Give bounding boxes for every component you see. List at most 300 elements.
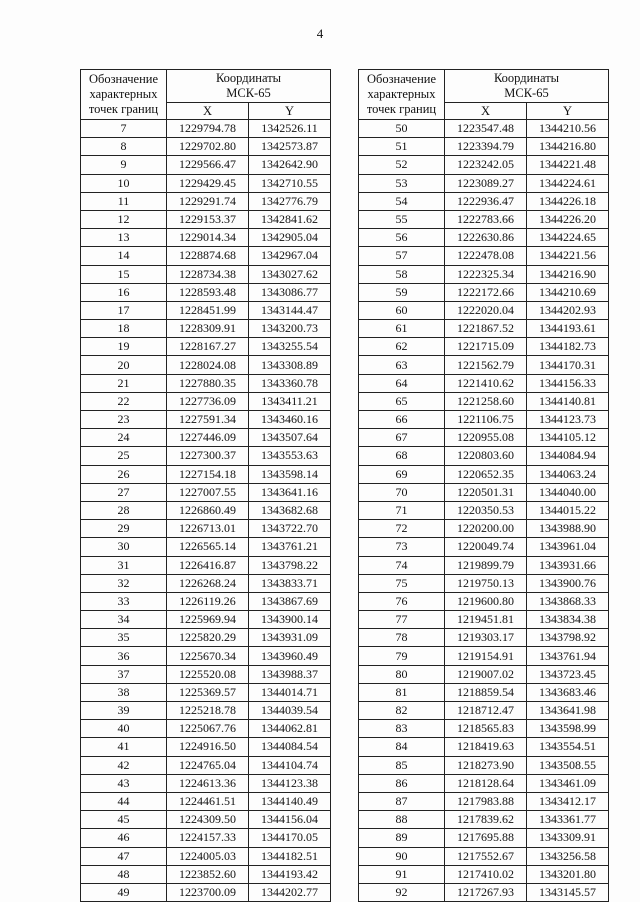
table-row: [81, 483, 331, 501]
table-row: [359, 811, 609, 829]
x-coordinate-cell: 1229153.37: [167, 210, 249, 228]
y-coordinate-cell: 1343553.63: [249, 447, 331, 465]
x-coordinate-cell: 1217983.88: [445, 792, 527, 810]
point-number-cell: 76: [359, 592, 445, 610]
table-row: [81, 411, 331, 429]
y-coordinate-cell: 1344182.51: [249, 847, 331, 865]
x-coordinate-cell: 1223089.27: [445, 174, 527, 192]
point-number-cell: 86: [359, 774, 445, 792]
y-coordinate-cell: 1344226.20: [527, 210, 609, 228]
coordinates-table-right: [358, 69, 609, 902]
x-coordinate-cell: 1224461.51: [167, 792, 249, 810]
point-number-cell: 35: [81, 629, 167, 647]
page-number: 4: [316, 26, 324, 41]
point-number-cell: 75: [359, 574, 445, 592]
y-coordinate-cell: 1344202.77: [249, 883, 331, 901]
point-number-cell: 33: [81, 592, 167, 610]
y-coordinate-cell: 1344014.71: [249, 683, 331, 701]
table-row: [81, 647, 331, 665]
y-coordinate-cell: 1343868.33: [527, 592, 609, 610]
x-coordinate-cell: 1220652.35: [445, 465, 527, 483]
x-coordinate-cell: 1225218.78: [167, 702, 249, 720]
x-coordinate-cell: 1219303.17: [445, 629, 527, 647]
y-coordinate-cell: 1343411.21: [249, 392, 331, 410]
table-row: [359, 411, 609, 429]
x-coordinate-cell: 1217695.88: [445, 829, 527, 847]
point-number-cell: 45: [81, 811, 167, 829]
point-label-line: точек границ: [366, 102, 437, 116]
table-row: [359, 738, 609, 756]
y-coordinate-cell: 1343201.80: [527, 865, 609, 883]
y-coordinate-cell: 1342776.79: [249, 192, 331, 210]
table-row: [359, 702, 609, 720]
table-row: [359, 483, 609, 501]
x-coordinate-cell: 1222936.47: [445, 192, 527, 210]
x-coordinate-cell: 1226713.01: [167, 520, 249, 538]
table-row: [81, 665, 331, 683]
y-coordinate-cell: 1344221.48: [527, 156, 609, 174]
point-number-cell: 92: [359, 883, 445, 901]
point-number-cell: 28: [81, 501, 167, 519]
y-coordinate-cell: 1343508.55: [527, 756, 609, 774]
x-coordinate-cell: 1229014.34: [167, 229, 249, 247]
table-row: [81, 592, 331, 610]
point-number-cell: 22: [81, 392, 167, 410]
y-coordinate-cell: 1343798.92: [527, 629, 609, 647]
x-column-header: X: [167, 103, 249, 120]
point-number-cell: 11: [81, 192, 167, 210]
y-coordinate-cell: 1343086.77: [249, 283, 331, 301]
x-coordinate-cell: 1222172.66: [445, 283, 527, 301]
table-row: [359, 520, 609, 538]
point-number-cell: 37: [81, 665, 167, 683]
y-coordinate-cell: 1343200.73: [249, 320, 331, 338]
point-number-cell: 8: [81, 138, 167, 156]
y-coordinate-cell: 1344224.61: [527, 174, 609, 192]
x-coordinate-cell: 1227300.37: [167, 447, 249, 465]
point-number-cell: 48: [81, 865, 167, 883]
x-coordinate-cell: 1218419.63: [445, 738, 527, 756]
y-coordinate-cell: 1344216.80: [527, 138, 609, 156]
table-row: [81, 338, 331, 356]
y-coordinate-cell: 1343931.66: [527, 556, 609, 574]
point-number-cell: 42: [81, 756, 167, 774]
table-row: [81, 702, 331, 720]
y-coordinate-cell: 1344063.24: [527, 465, 609, 483]
y-coordinate-cell: 1344039.54: [249, 702, 331, 720]
y-coordinate-cell: 1342526.11: [249, 120, 331, 138]
y-coordinate-cell: 1343460.16: [249, 411, 331, 429]
x-coordinate-cell: 1221258.60: [445, 392, 527, 410]
point-number-cell: 84: [359, 738, 445, 756]
point-number-cell: 66: [359, 411, 445, 429]
y-coordinate-cell: 1343900.14: [249, 611, 331, 629]
table-row: [359, 392, 609, 410]
point-number-cell: 71: [359, 501, 445, 519]
point-number-cell: 26: [81, 465, 167, 483]
point-number-cell: 31: [81, 556, 167, 574]
point-number-cell: 57: [359, 247, 445, 265]
y-coordinate-cell: 1342573.87: [249, 138, 331, 156]
table-row: [81, 120, 331, 138]
x-coordinate-cell: 1225969.94: [167, 611, 249, 629]
table-row: [359, 865, 609, 883]
point-number-cell: 25: [81, 447, 167, 465]
table-row: [359, 429, 609, 447]
point-number-cell: 55: [359, 210, 445, 228]
y-coordinate-cell: 1344221.56: [527, 247, 609, 265]
point-label-line: точек границ: [88, 102, 159, 116]
point-number-cell: 27: [81, 483, 167, 501]
point-number-cell: 67: [359, 429, 445, 447]
point-number-cell: 80: [359, 665, 445, 683]
y-coordinate-cell: 1343027.62: [249, 265, 331, 283]
table-row: [81, 392, 331, 410]
x-coordinate-cell: 1223394.79: [445, 138, 527, 156]
table-row: [359, 774, 609, 792]
point-number-cell: 58: [359, 265, 445, 283]
point-number-cell: 51: [359, 138, 445, 156]
point-number-cell: 60: [359, 301, 445, 319]
table-row: [359, 829, 609, 847]
y-coordinate-cell: 1343682.68: [249, 501, 331, 519]
y-coordinate-cell: 1344210.56: [527, 120, 609, 138]
x-coordinate-cell: 1228451.99: [167, 301, 249, 319]
table-row: [81, 156, 331, 174]
x-coordinate-cell: 1222783.66: [445, 210, 527, 228]
table-row: [359, 138, 609, 156]
y-coordinate-cell: 1343988.90: [527, 520, 609, 538]
table-row: [81, 574, 331, 592]
x-coordinate-cell: 1224005.03: [167, 847, 249, 865]
x-coordinate-cell: 1222478.08: [445, 247, 527, 265]
y-coordinate-cell: 1344156.33: [527, 374, 609, 392]
y-coordinate-cell: 1344123.38: [249, 774, 331, 792]
point-number-cell: 77: [359, 611, 445, 629]
point-number-cell: 89: [359, 829, 445, 847]
coordinates-header: [167, 70, 331, 103]
table-row: [81, 883, 331, 901]
point-number-cell: 30: [81, 538, 167, 556]
y-coordinate-cell: 1344015.22: [527, 501, 609, 519]
point-number-cell: 23: [81, 411, 167, 429]
point-number-cell: 85: [359, 756, 445, 774]
table-row: [81, 210, 331, 228]
y-coordinate-cell: 1342841.62: [249, 210, 331, 228]
x-coordinate-cell: 1224157.33: [167, 829, 249, 847]
coordinates-label: Координаты: [493, 71, 560, 85]
x-coordinate-cell: 1219154.91: [445, 647, 527, 665]
table-row: [81, 829, 331, 847]
table-row: [359, 683, 609, 701]
table-row: [359, 356, 609, 374]
x-coordinate-cell: 1219600.80: [445, 592, 527, 610]
y-coordinate-cell: 1342905.04: [249, 229, 331, 247]
x-coordinate-cell: 1218712.47: [445, 702, 527, 720]
x-coordinate-cell: 1221106.75: [445, 411, 527, 429]
x-column-header: X: [445, 103, 527, 120]
point-number-cell: 61: [359, 320, 445, 338]
x-coordinate-cell: 1220049.74: [445, 538, 527, 556]
point-number-cell: 43: [81, 774, 167, 792]
point-number-cell: 78: [359, 629, 445, 647]
x-coordinate-cell: 1217410.02: [445, 865, 527, 883]
y-coordinate-cell: 1343598.99: [527, 720, 609, 738]
table-row: [359, 538, 609, 556]
coordinates-label: Координаты: [215, 71, 282, 85]
point-number-cell: 74: [359, 556, 445, 574]
point-number-cell: 59: [359, 283, 445, 301]
point-number-cell: 44: [81, 792, 167, 810]
x-coordinate-cell: 1220955.08: [445, 429, 527, 447]
y-coordinate-cell: 1344193.61: [527, 320, 609, 338]
table-row: [359, 374, 609, 392]
y-coordinate-cell: 1344210.69: [527, 283, 609, 301]
point-number-cell: 39: [81, 702, 167, 720]
point-number-cell: 18: [81, 320, 167, 338]
x-coordinate-cell: 1225820.29: [167, 629, 249, 647]
y-coordinate-cell: 1343722.70: [249, 520, 331, 538]
x-coordinate-cell: 1228593.48: [167, 283, 249, 301]
y-coordinate-cell: 1343308.89: [249, 356, 331, 374]
table-row: [81, 629, 331, 647]
y-coordinate-cell: 1343867.69: [249, 592, 331, 610]
table-row: [359, 592, 609, 610]
table-row: [81, 138, 331, 156]
table-row: [81, 847, 331, 865]
point-number-cell: 69: [359, 465, 445, 483]
point-number-cell: 34: [81, 611, 167, 629]
point-label-line: характерных: [89, 87, 158, 101]
x-coordinate-cell: 1227007.55: [167, 483, 249, 501]
table-row: [81, 283, 331, 301]
x-coordinate-cell: 1219750.13: [445, 574, 527, 592]
y-coordinate-cell: 1344084.54: [249, 738, 331, 756]
y-coordinate-cell: 1343761.94: [527, 647, 609, 665]
point-number-cell: 12: [81, 210, 167, 228]
point-number-cell: 16: [81, 283, 167, 301]
x-coordinate-cell: 1220501.31: [445, 483, 527, 501]
point-number-cell: 65: [359, 392, 445, 410]
table-row: [81, 611, 331, 629]
table-row: [81, 538, 331, 556]
point-number-cell: 47: [81, 847, 167, 865]
x-coordinate-cell: 1218565.83: [445, 720, 527, 738]
point-number-cell: 41: [81, 738, 167, 756]
point-number-cell: 38: [81, 683, 167, 701]
y-coordinate-cell: 1343988.37: [249, 665, 331, 683]
point-number-cell: 46: [81, 829, 167, 847]
table-row: [81, 774, 331, 792]
table-row: [81, 556, 331, 574]
point-number-cell: 73: [359, 538, 445, 556]
point-label-line: Обозначение: [366, 72, 437, 86]
table-row: [359, 501, 609, 519]
point-number-cell: 64: [359, 374, 445, 392]
x-coordinate-cell: 1224613.36: [167, 774, 249, 792]
x-coordinate-cell: 1217839.62: [445, 811, 527, 829]
point-number-cell: 87: [359, 792, 445, 810]
x-coordinate-cell: 1223547.48: [445, 120, 527, 138]
x-coordinate-cell: 1228167.27: [167, 338, 249, 356]
point-number-cell: 15: [81, 265, 167, 283]
table-row: [359, 447, 609, 465]
table-row: [81, 720, 331, 738]
y-coordinate-cell: 1343931.09: [249, 629, 331, 647]
x-coordinate-cell: 1226416.87: [167, 556, 249, 574]
x-coordinate-cell: 1225369.57: [167, 683, 249, 701]
y-coordinate-cell: 1344170.31: [527, 356, 609, 374]
table-row: [81, 320, 331, 338]
table-row: [81, 811, 331, 829]
x-coordinate-cell: 1228309.91: [167, 320, 249, 338]
y-coordinate-cell: 1343641.16: [249, 483, 331, 501]
table-row: [359, 120, 609, 138]
table-row: [359, 210, 609, 228]
point-number-cell: 72: [359, 520, 445, 538]
x-coordinate-cell: 1229291.74: [167, 192, 249, 210]
x-coordinate-cell: 1222325.34: [445, 265, 527, 283]
y-coordinate-cell: 1343256.58: [527, 847, 609, 865]
x-coordinate-cell: 1225670.34: [167, 647, 249, 665]
table-row: [81, 174, 331, 192]
y-coordinate-cell: 1342967.04: [249, 247, 331, 265]
point-number-cell: 32: [81, 574, 167, 592]
point-number-cell: 70: [359, 483, 445, 501]
table-row: [81, 374, 331, 392]
x-coordinate-cell: 1219451.81: [445, 611, 527, 629]
x-coordinate-cell: 1220200.00: [445, 520, 527, 538]
y-coordinate-cell: 1344170.05: [249, 829, 331, 847]
x-coordinate-cell: 1226860.49: [167, 501, 249, 519]
table-row: [81, 756, 331, 774]
y-coordinate-cell: 1343361.77: [527, 811, 609, 829]
x-coordinate-cell: 1226565.14: [167, 538, 249, 556]
x-coordinate-cell: 1227591.34: [167, 411, 249, 429]
coordinates-header: [445, 70, 609, 103]
point-number-cell: 62: [359, 338, 445, 356]
x-coordinate-cell: 1220803.60: [445, 447, 527, 465]
table-row: [359, 756, 609, 774]
point-number-cell: 81: [359, 683, 445, 701]
point-number-cell: 50: [359, 120, 445, 138]
table-row: [81, 301, 331, 319]
table-row: [81, 447, 331, 465]
y-coordinate-cell: 1342710.55: [249, 174, 331, 192]
table-row: [81, 465, 331, 483]
table-row: [359, 156, 609, 174]
y-coordinate-cell: 1343961.04: [527, 538, 609, 556]
table-row: [359, 883, 609, 901]
x-coordinate-cell: 1217267.93: [445, 883, 527, 901]
y-coordinate-cell: 1344202.93: [527, 301, 609, 319]
point-number-cell: 36: [81, 647, 167, 665]
y-coordinate-cell: 1343761.21: [249, 538, 331, 556]
table-row: [81, 683, 331, 701]
table-row: [359, 611, 609, 629]
y-coordinate-cell: 1343145.57: [527, 883, 609, 901]
point-number-cell: 91: [359, 865, 445, 883]
x-coordinate-cell: 1227880.35: [167, 374, 249, 392]
point-number-cell: 40: [81, 720, 167, 738]
point-number-cell: 17: [81, 301, 167, 319]
point-number-cell: 54: [359, 192, 445, 210]
point-label-line: Обозначение: [88, 72, 159, 86]
y-coordinate-cell: 1343683.46: [527, 683, 609, 701]
point-label-line: характерных: [367, 87, 436, 101]
y-coordinate-cell: 1342642.90: [249, 156, 331, 174]
table-row: [359, 229, 609, 247]
x-coordinate-cell: 1221715.09: [445, 338, 527, 356]
y-coordinate-cell: 1344182.73: [527, 338, 609, 356]
x-coordinate-cell: 1227154.18: [167, 465, 249, 483]
y-coordinate-cell: 1344193.42: [249, 865, 331, 883]
point-number-cell: 20: [81, 356, 167, 374]
table-row: [359, 174, 609, 192]
point-number-cell: 90: [359, 847, 445, 865]
table-row: [81, 792, 331, 810]
point-number-cell: 88: [359, 811, 445, 829]
table-row: [81, 265, 331, 283]
point-number-cell: 13: [81, 229, 167, 247]
x-coordinate-cell: 1229702.80: [167, 138, 249, 156]
y-coordinate-cell: 1343798.22: [249, 556, 331, 574]
y-coordinate-cell: 1343900.76: [527, 574, 609, 592]
x-coordinate-cell: 1226268.24: [167, 574, 249, 592]
y-coordinate-cell: 1343507.64: [249, 429, 331, 447]
point-number-cell: 9: [81, 156, 167, 174]
y-coordinate-cell: 1343255.54: [249, 338, 331, 356]
y-coordinate-cell: 1344226.18: [527, 192, 609, 210]
y-coordinate-cell: 1343641.98: [527, 702, 609, 720]
table-row: [81, 429, 331, 447]
table-row: [81, 192, 331, 210]
y-coordinate-cell: 1343554.51: [527, 738, 609, 756]
y-coordinate-cell: 1344104.74: [249, 756, 331, 774]
y-coordinate-cell: 1343412.17: [527, 792, 609, 810]
point-number-cell: 63: [359, 356, 445, 374]
point-number-cell: 82: [359, 702, 445, 720]
y-coordinate-cell: 1343723.45: [527, 665, 609, 683]
point-number-cell: 68: [359, 447, 445, 465]
table-row: [81, 520, 331, 538]
coordinate-system-label: МСК-65: [226, 86, 271, 100]
x-coordinate-cell: 1217552.67: [445, 847, 527, 865]
table-row: [359, 629, 609, 647]
point-number-cell: 53: [359, 174, 445, 192]
table-row: [81, 356, 331, 374]
table-row: [359, 574, 609, 592]
x-coordinate-cell: 1229566.47: [167, 156, 249, 174]
x-coordinate-cell: 1225067.76: [167, 720, 249, 738]
point-number-cell: 83: [359, 720, 445, 738]
y-coordinate-cell: 1344040.00: [527, 483, 609, 501]
x-coordinate-cell: 1225520.08: [167, 665, 249, 683]
y-coordinate-cell: 1344140.81: [527, 392, 609, 410]
point-number-cell: 52: [359, 156, 445, 174]
x-coordinate-cell: 1229794.78: [167, 120, 249, 138]
y-coordinate-cell: 1344140.49: [249, 792, 331, 810]
point-number-cell: 19: [81, 338, 167, 356]
x-coordinate-cell: 1226119.26: [167, 592, 249, 610]
point-label-header: [359, 70, 445, 120]
table-row: [359, 665, 609, 683]
y-column-header: Y: [527, 103, 609, 120]
x-coordinate-cell: 1218859.54: [445, 683, 527, 701]
table-row: [359, 265, 609, 283]
table-row: [81, 501, 331, 519]
table-row: [359, 247, 609, 265]
